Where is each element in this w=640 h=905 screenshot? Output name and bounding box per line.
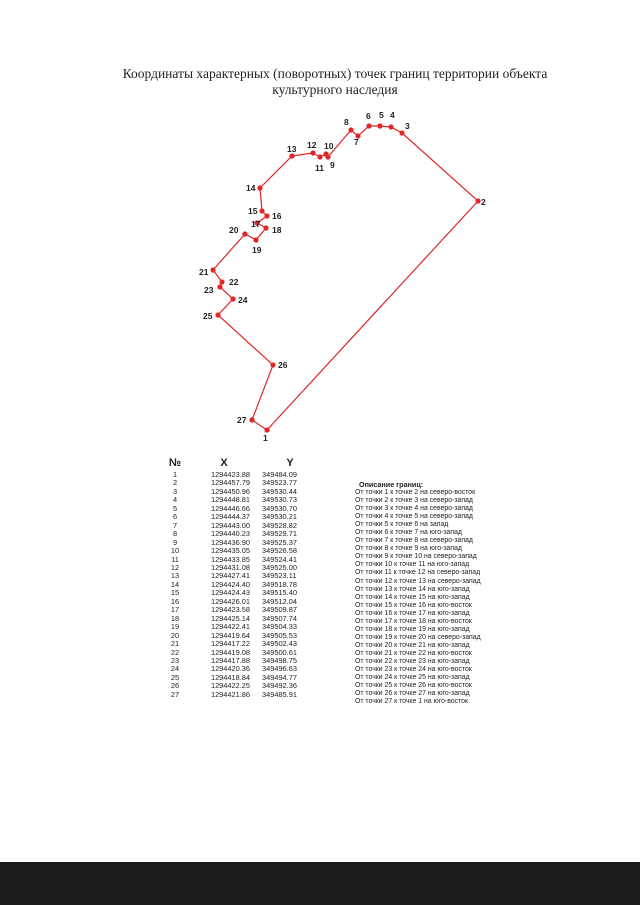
cell-number: 22	[170, 647, 180, 657]
cell-x: 1294435.05	[210, 546, 250, 556]
cell-y: 349515.40	[262, 588, 297, 598]
boundary-point-label: 6	[366, 111, 371, 121]
page-title-line-1: Координаты характерных (поворотных) точек границ территории объекта	[122, 66, 548, 81]
cell-x: 1294424.43	[210, 588, 250, 598]
description-line: От точки 18 к точке 19 на юго-запад	[355, 625, 470, 633]
cell-number: 11	[171, 554, 179, 564]
cell-x: 1294440.23	[210, 529, 250, 539]
cell-number: 17	[170, 605, 180, 615]
cell-number: 20	[170, 630, 180, 640]
description-line: От точки 14 к точке 15 на юго-запад	[355, 593, 470, 601]
cell-y: 349502.43	[262, 639, 297, 649]
cell-number: 23	[170, 655, 180, 665]
cell-x: 1294446.66	[210, 503, 250, 513]
description-line: От точки 15 к точке 16 на юго-восток	[355, 601, 472, 609]
cell-x: 1294422.25	[210, 681, 250, 691]
description-line: От точки 27 к точке 1 на юго-восток	[355, 698, 468, 706]
description-line: От точки 20 к точке 21 на юго-запад	[355, 641, 470, 649]
description-line: От точки 2 к точке 3 на северо-запад	[355, 497, 473, 505]
cell-y: 349525.37	[262, 537, 297, 547]
boundary-point-marker	[366, 123, 371, 128]
description-line: От точки 12 к точке 13 на северо-запад	[355, 577, 481, 585]
boundary-point-marker	[217, 284, 222, 289]
boundary-point-marker	[230, 296, 235, 301]
cell-y: 349512.04	[262, 596, 297, 606]
cell-y: 349530.73	[262, 495, 297, 505]
boundary-point-label: 23	[204, 285, 214, 295]
cell-x: 1294426.01	[210, 596, 250, 606]
description-line: От точки 3 к точке 4 на северо-запад	[355, 505, 473, 513]
cell-y: 349505.53	[262, 630, 297, 640]
boundary-point-marker	[323, 151, 328, 156]
boundary-point-label: 18	[272, 225, 282, 235]
cell-number: 4	[172, 495, 178, 505]
cell-y: 349524.41	[262, 554, 297, 564]
boundary-point-marker	[257, 185, 262, 190]
boundary-point-marker	[310, 150, 315, 155]
description-line: От точки 11 к точке 12 на северо-запад	[355, 569, 481, 577]
cell-x: 1294444.37	[210, 512, 250, 522]
cell-x: 1294419.08	[210, 647, 250, 657]
cell-y: 349504.33	[262, 622, 297, 632]
table-row	[160, 691, 322, 699]
cell-y: 349509.87	[262, 605, 297, 615]
cell-y: 349496.63	[262, 664, 297, 674]
description-line: От точки 13 к точке 14 на юго-запад	[355, 585, 470, 593]
cell-x: 1294422.41	[210, 622, 250, 632]
boundary-point-marker	[263, 225, 268, 230]
boundary-point-marker	[264, 427, 269, 432]
boundary-point-marker	[348, 127, 353, 132]
description-line: От точки 16 к точке 17 на юго-запад	[355, 609, 470, 617]
cell-x: 1294448.81	[210, 495, 250, 505]
description-line: От точки 17 к точке 18 на юго-восток	[355, 617, 472, 625]
cell-number: 26	[170, 681, 180, 691]
description-line: От точки 19 к точке 20 на северо-запад	[355, 633, 481, 641]
page-title-line-2: культурного наследия	[272, 82, 398, 97]
cell-y: 349485.91	[262, 689, 297, 699]
cell-number: 24	[170, 664, 180, 674]
cell-x: 1294431.08	[210, 562, 250, 572]
coordinates-table-body	[160, 471, 322, 699]
cell-number: 15	[170, 588, 180, 598]
boundary-point-label: 15	[248, 206, 258, 216]
boundary-point-marker	[219, 279, 224, 284]
boundary-point-label: 24	[238, 295, 248, 305]
cell-y: 349498.75	[262, 655, 297, 665]
boundary-point-label: 5	[379, 110, 384, 120]
cell-x: 1294423.88	[210, 470, 250, 479]
cell-number: 3	[172, 486, 178, 496]
cell-number: 25	[170, 672, 180, 682]
cell-number: 5	[172, 503, 178, 513]
cell-number: 7	[172, 520, 178, 530]
coordinates-table	[160, 455, 322, 699]
cell-x: 1294424.40	[210, 579, 250, 589]
boundary-point-label: 12	[307, 140, 317, 150]
cell-x: 1294427.41	[210, 571, 250, 581]
boundary-point-label: 17	[251, 219, 261, 229]
cell-y: 349530.44	[262, 486, 297, 496]
boundary-point-label: 16	[272, 211, 282, 221]
boundary-point-label: 3	[405, 121, 410, 131]
cell-number: 14	[170, 579, 180, 589]
cell-x: 1294436.90	[210, 537, 250, 547]
boundary-point-marker	[215, 312, 220, 317]
header-number: №	[168, 457, 182, 469]
description-line: От точки 8 к точке 9 на юго-запад	[355, 545, 462, 553]
description-line: От точки 24 к точке 25 на юго-запад	[355, 674, 470, 682]
cell-y: 349530.70	[262, 503, 297, 513]
cell-x: 1294457.79	[210, 478, 250, 488]
boundary-point-marker	[388, 124, 393, 129]
boundary-point-label: 10	[324, 141, 334, 151]
cell-number: 2	[172, 478, 178, 488]
boundary-point-label: 9	[330, 160, 335, 170]
boundary-point-marker	[399, 130, 404, 135]
cell-number: 16	[170, 596, 180, 606]
description-line: От точки 1 к точке 2 на северо-восток	[355, 489, 476, 496]
boundary-point-label: 22	[229, 277, 239, 287]
description-line: От точки 25 к точке 26 на юго-восток	[355, 682, 472, 690]
cell-y: 349518.78	[262, 579, 297, 589]
cell-x: 1294420.36	[210, 664, 250, 674]
cell-x: 1294423.58	[210, 605, 250, 615]
header-x: X	[220, 457, 228, 469]
cell-x: 1294425.14	[210, 613, 250, 623]
description-line: От точки 21 к точке 22 на юго-восток	[355, 649, 472, 657]
cell-x: 1294419.64	[210, 630, 250, 640]
boundary-point-marker	[289, 153, 294, 158]
cell-x: 1294450.96	[210, 486, 250, 496]
boundary-point-marker	[270, 362, 275, 367]
cell-x: 1294418.84	[210, 672, 250, 682]
cell-y: 349523.77	[262, 478, 297, 488]
cell-y: 349492.36	[262, 681, 297, 691]
boundary-point-marker	[264, 213, 269, 218]
boundary-point-marker	[317, 154, 322, 159]
cell-y: 349528.82	[262, 520, 297, 530]
boundary-point-label: 25	[203, 311, 213, 321]
cell-y: 349525.00	[262, 562, 297, 572]
boundary-point-label: 11	[315, 163, 324, 173]
boundary-point-marker	[249, 417, 254, 422]
boundary-polygon	[213, 126, 478, 430]
description-line: От точки 10 к точке 11 на юго-запад	[355, 561, 470, 569]
boundary-point-marker	[210, 267, 215, 272]
boundary-description-title: Описание границ:	[359, 480, 424, 489]
description-line: От точки 6 к точке 7 на юго-запад	[355, 529, 462, 537]
cell-y: 349523.11	[262, 571, 297, 581]
boundary-description-lines	[355, 489, 555, 706]
cell-x: 1294417.22	[210, 639, 250, 649]
cell-y: 349526.58	[262, 546, 297, 556]
coordinates-table-header	[160, 455, 322, 471]
cell-number: 12	[170, 562, 180, 572]
boundary-point-label: 27	[237, 415, 247, 425]
cell-y: 349494.77	[262, 672, 297, 682]
boundary-point-marker	[377, 123, 382, 128]
boundary-point-label: 1	[263, 433, 268, 443]
description-line: От точки 26 к точке 27 на юго-запад	[355, 690, 470, 698]
boundary-point-label: 7	[354, 137, 359, 147]
description-line: От точки 9 к точке 10 на северо-запад	[355, 553, 477, 561]
boundary-point-label: 13	[287, 144, 297, 154]
cell-number: 21	[170, 639, 180, 649]
cell-y: 349529.71	[262, 529, 297, 539]
description-line: От точки 4 к точке 5 на северо-запад	[355, 513, 473, 521]
cell-y: 349507.74	[262, 613, 297, 623]
boundary-point-label: 26	[278, 360, 288, 370]
cell-number: 1	[172, 470, 178, 479]
cell-number: 27	[170, 689, 180, 699]
cell-x: 1294421.86	[210, 689, 250, 699]
cell-number: 19	[170, 622, 180, 632]
cell-x: 1294433.85	[210, 554, 250, 564]
boundary-points	[210, 123, 480, 432]
boundary-point-label: 2	[481, 197, 486, 207]
boundary-point-marker	[259, 208, 264, 213]
boundary-point-marker	[475, 198, 480, 203]
cell-y: 349500.61	[262, 647, 297, 657]
boundary-description	[355, 480, 555, 706]
boundary-point-label: 14	[246, 183, 256, 193]
boundary-point-label: 21	[199, 267, 209, 277]
cell-number: 18	[170, 613, 180, 623]
description-line: От точки 5 к точке 6 на запад	[355, 521, 449, 529]
cell-number: 13	[170, 571, 180, 581]
description-line: От точки 7 к точке 8 на северо-запад	[355, 537, 473, 545]
cell-number: 8	[172, 529, 178, 539]
boundary-point-label: 20	[229, 225, 239, 235]
cell-x: 1294443.00	[210, 520, 250, 530]
cell-x: 1294417.88	[210, 655, 250, 665]
cell-number: 6	[172, 512, 178, 522]
boundary-point-labels	[199, 110, 486, 443]
header-y: Y	[286, 457, 294, 469]
cell-number: 10	[170, 546, 180, 556]
cell-number: 9	[172, 537, 178, 547]
cell-y: 349484.09	[262, 470, 297, 479]
description-line: От точки 23 к точке 24 на юго-восток	[355, 666, 472, 674]
boundary-point-label: 8	[344, 117, 349, 127]
boundary-point-marker	[253, 237, 258, 242]
boundary-point-marker	[242, 231, 247, 236]
description-line: От точки 22 к точке 23 на юго-запад	[355, 657, 470, 665]
cell-y: 349530.21	[262, 512, 297, 522]
boundary-point-label: 4	[390, 110, 395, 120]
boundary-point-label: 19	[252, 245, 262, 255]
